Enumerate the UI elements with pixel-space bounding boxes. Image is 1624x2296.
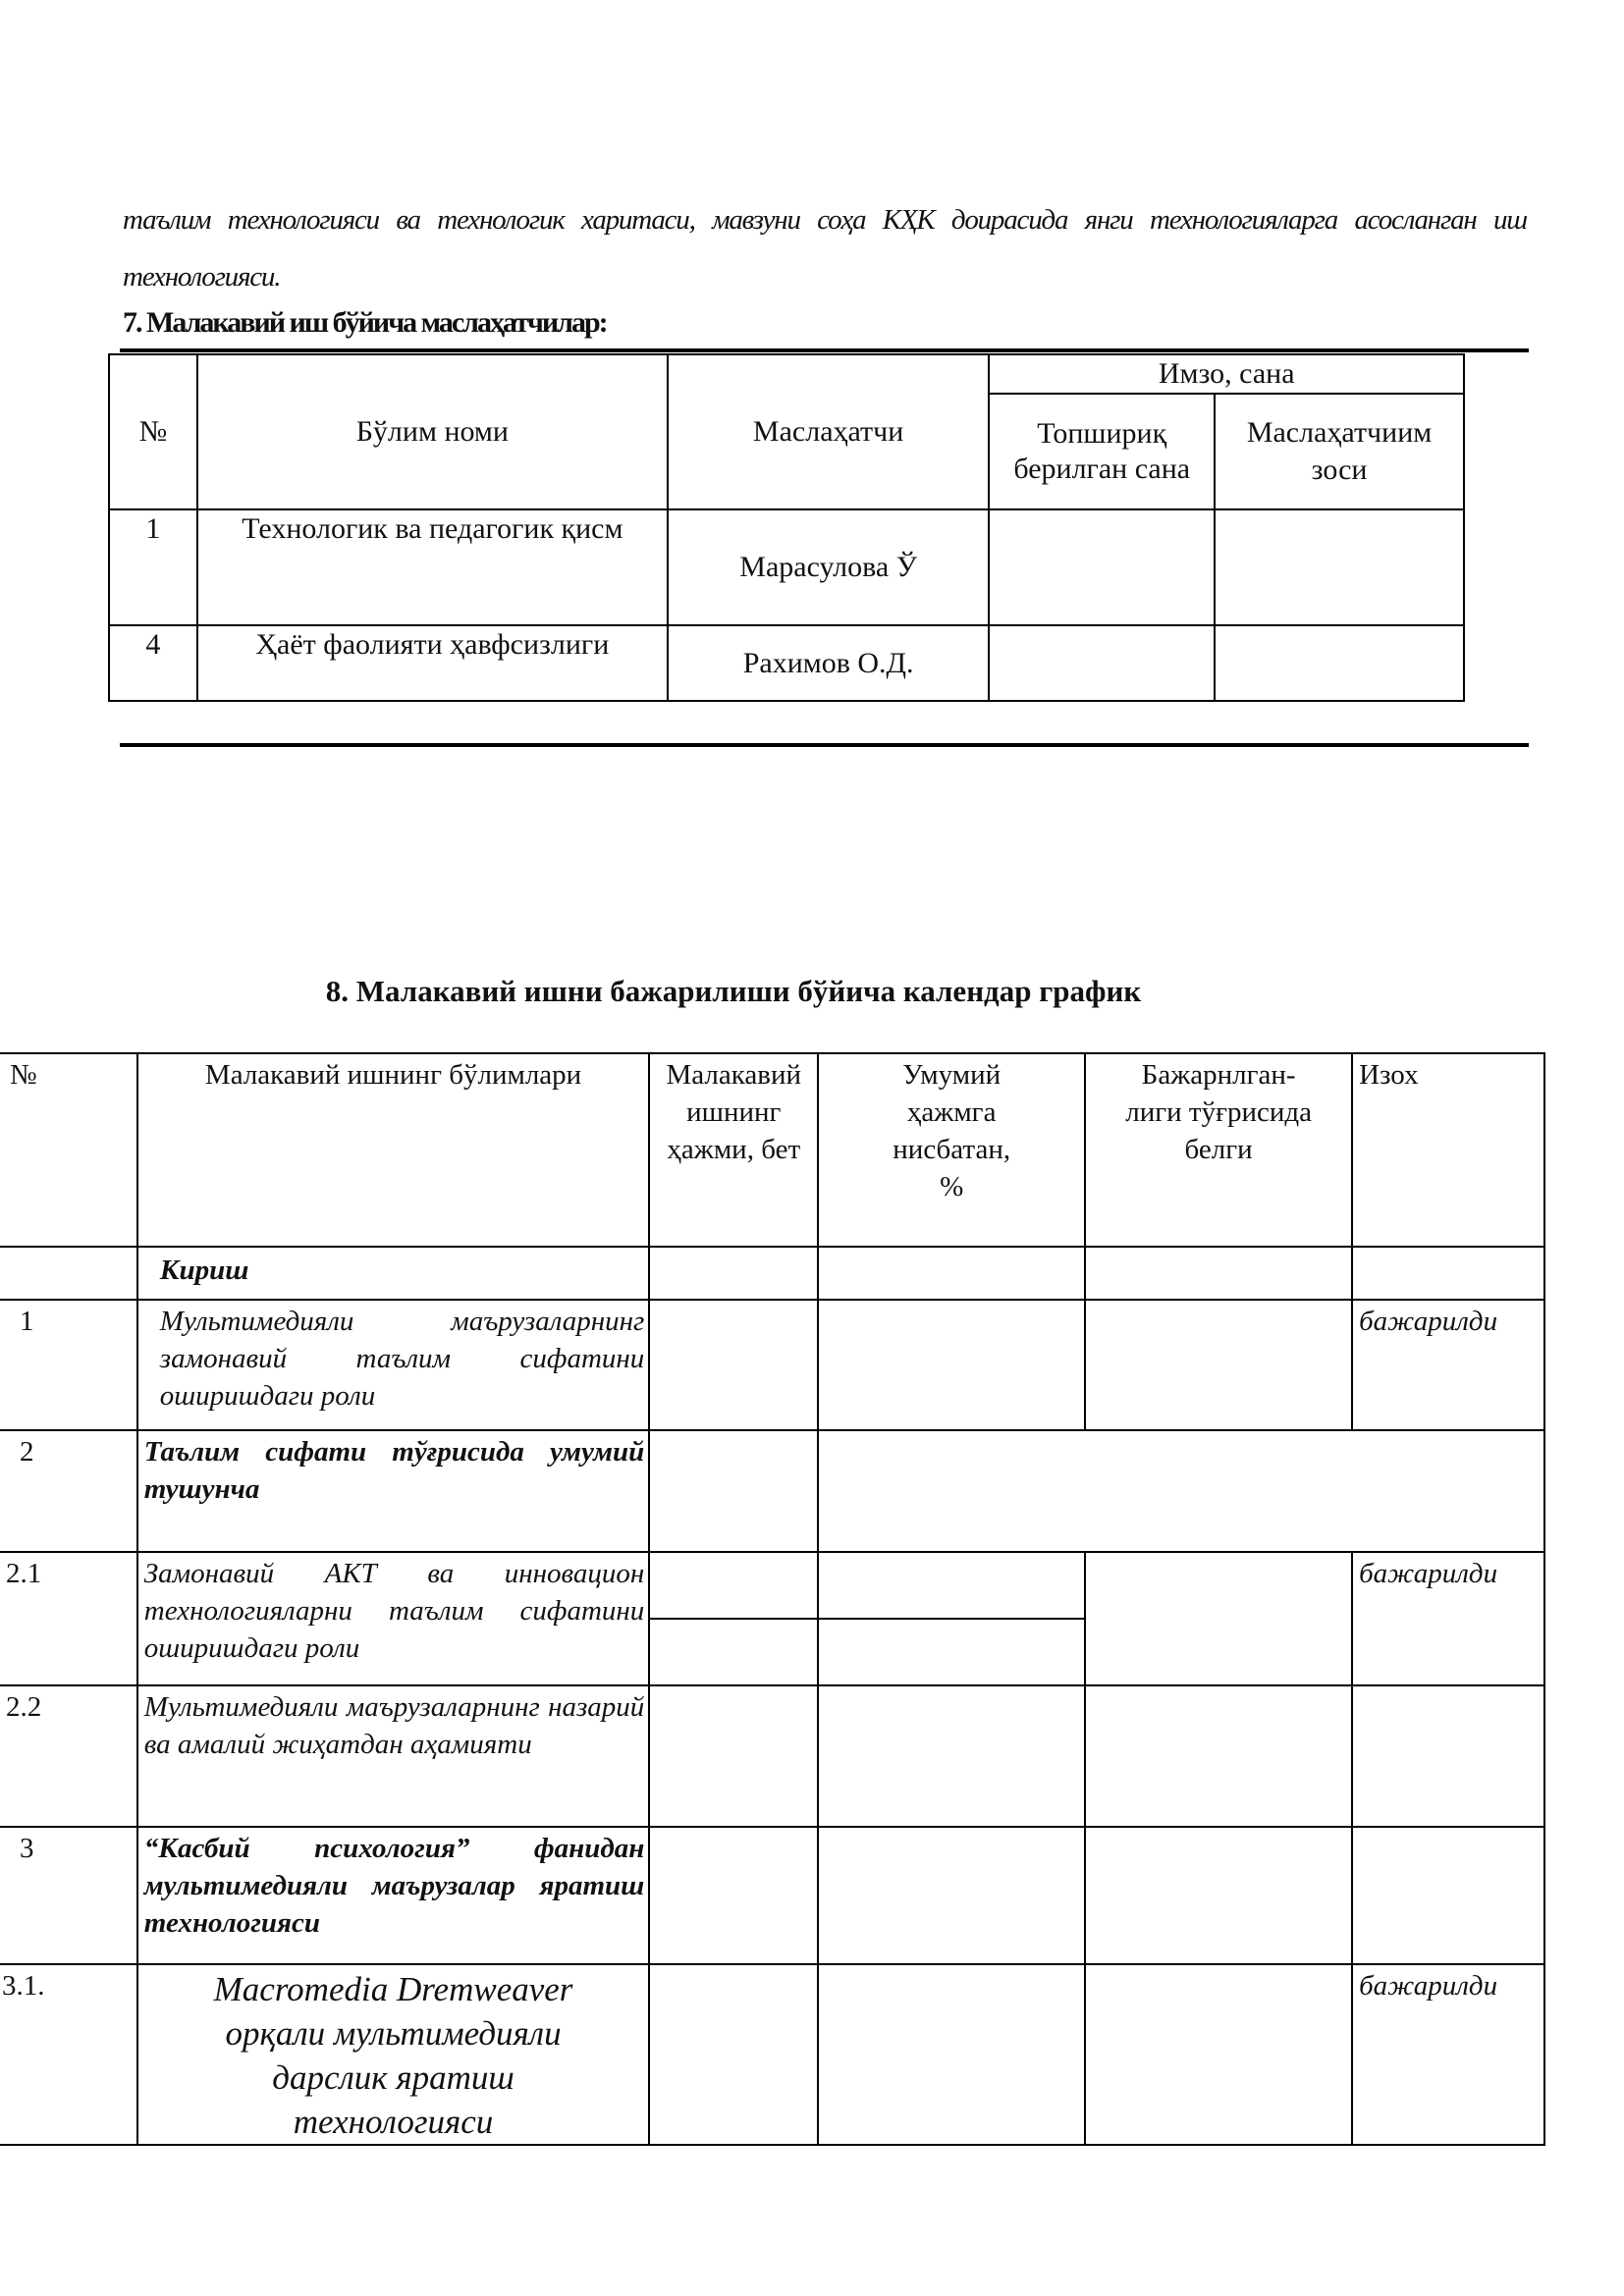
row-consultant: Марасулова Ў	[668, 509, 989, 625]
row-section: Технологик ва педагогик қисм	[197, 509, 668, 625]
row-percent	[818, 1247, 1085, 1300]
header-task-given: Топшириқ берилган сана	[989, 394, 1215, 509]
header-note: Изох	[1352, 1053, 1544, 1247]
table-row	[0, 1430, 1544, 1552]
header-task-accepted: Маслаҳатчиим зоси	[1215, 394, 1464, 509]
header-parts: Малакавий ишнинг бўлимлари	[137, 1053, 650, 1247]
row-num: 2.1	[0, 1552, 137, 1685]
header-percent: Умумий ҳажмга нисбатан, %	[818, 1053, 1085, 1247]
row-title: Кириш	[137, 1247, 650, 1300]
row-num: 3.1.	[0, 1964, 137, 2145]
table-row	[0, 1685, 1544, 1827]
header-volume: Малакавий ишнинг ҳажми, бет	[649, 1053, 818, 1247]
row-percent	[818, 1827, 1085, 1964]
row-task-given	[989, 509, 1215, 625]
row-note	[1352, 1685, 1544, 1827]
table-row	[0, 1247, 1544, 1300]
row-title: “Касбий психология” фанидан мультимедияли маърузалар яратиш технологияси	[137, 1827, 650, 1964]
table-row	[109, 625, 1464, 701]
row-mark	[1085, 1827, 1352, 1964]
header-consultant: Маслаҳатчи	[668, 354, 989, 509]
calendar-table	[0, 1052, 1545, 2146]
row-consultant: Рахимов О.Д.	[668, 625, 989, 701]
row-volume	[649, 1430, 818, 1552]
row-percent	[818, 1552, 1085, 1619]
row-note: бажарилди	[1352, 1964, 1544, 2145]
row-num: 1	[109, 509, 197, 625]
section7-title: 7. Малакавий иш бўйича маслаҳатчилар:	[123, 306, 607, 339]
row-volume	[649, 1247, 818, 1300]
consultants-table	[108, 353, 1465, 702]
row-volume	[649, 1964, 818, 2145]
row-merged-cell	[818, 1430, 1544, 1552]
row-percent	[818, 1300, 1085, 1430]
table-row	[109, 509, 1464, 625]
row-volume	[649, 1552, 818, 1619]
row-num	[0, 1247, 137, 1300]
row-num: 1	[0, 1300, 137, 1430]
table-row	[0, 1827, 1544, 1964]
row-percent	[818, 1685, 1085, 1827]
row-mark	[1085, 1300, 1352, 1430]
row-task-given	[989, 625, 1215, 701]
row-percent	[818, 1619, 1085, 1685]
row-title: Мультимедияли маърузаларнинг замонавий таълим сифатини оширишдаги роли	[137, 1300, 650, 1430]
row-mark	[1085, 1964, 1352, 2145]
header-num: №	[0, 1053, 137, 1247]
divider-line	[120, 743, 1529, 747]
row-volume	[649, 1827, 818, 1964]
row-volume	[649, 1685, 818, 1827]
row-percent	[818, 1964, 1085, 2145]
row-note: бажарилди	[1352, 1300, 1544, 1430]
header-signature-date: Имзо, сана	[989, 354, 1464, 394]
header-num: №	[109, 354, 197, 509]
row-num: 2.2	[0, 1685, 137, 1827]
row-num: 4	[109, 625, 197, 701]
row-mark	[1085, 1685, 1352, 1827]
row-volume	[649, 1300, 818, 1430]
row-note: бажарилди	[1352, 1552, 1544, 1685]
row-num: 2	[0, 1430, 137, 1552]
row-task-accepted	[1215, 625, 1464, 701]
row-title: Замонавий АКТ ва инновацион технологияларни таълим сифатини оширишдаги роли	[137, 1552, 650, 1685]
row-title: Таълим сифати тўғрисида умумий тушунча	[137, 1430, 650, 1552]
table-row	[0, 1552, 1544, 1619]
row-task-accepted	[1215, 509, 1464, 625]
row-section: Ҳаёт фаолияти ҳавфсизлиги	[197, 625, 668, 701]
row-volume	[649, 1619, 818, 1685]
section8-title: 8. Малакавий ишни бажарилиши бўйича календар график	[325, 974, 1142, 1008]
intro-paragraph: таълим технологияси ва технологик харитаси, мавзуни соҳа КҲК доирасида янги технологияларга асосланган иш технологияси.	[123, 204, 1527, 293]
divider-line	[120, 348, 1529, 352]
header-mark: Бажарнлган-лиги тўғрисида белги	[1085, 1053, 1352, 1247]
table-row	[0, 1964, 1544, 2145]
row-note	[1352, 1247, 1544, 1300]
row-title: Мультимедияли маърузаларнинг назарий ва амалий жиҳатдан аҳамияти	[137, 1685, 650, 1827]
row-mark	[1085, 1552, 1352, 1685]
table-row	[0, 1300, 1544, 1430]
row-title: Macromedia Dremweaver орқали мультимедияли дарслик яратиш технологияси	[137, 1964, 650, 2145]
row-num: 3	[0, 1827, 137, 1964]
row-note	[1352, 1827, 1544, 1964]
row-mark	[1085, 1247, 1352, 1300]
header-section-name: Бўлим номи	[197, 354, 668, 509]
